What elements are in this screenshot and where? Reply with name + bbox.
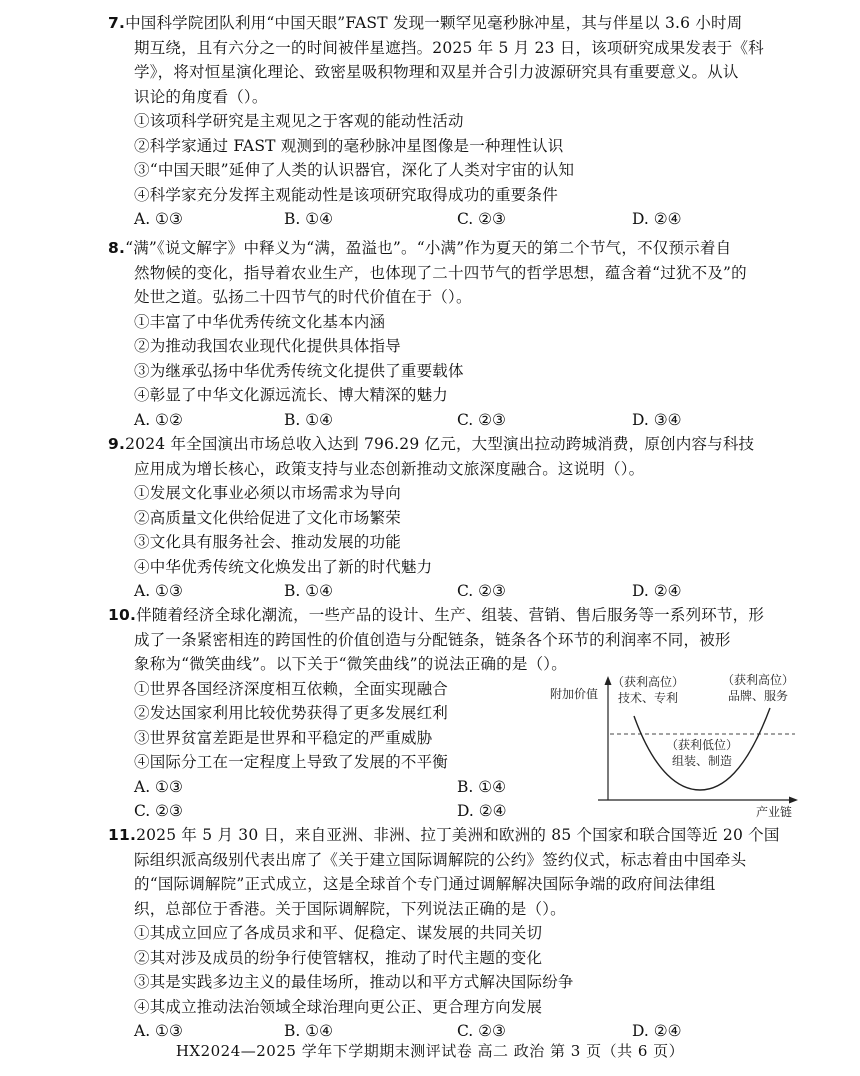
question-number: 11. <box>108 826 137 844</box>
statement-item: ③“中国天眼”延伸了人类的认识器官，深化了人类对宇宙的认知 <box>134 161 575 179</box>
option-a: A. ①③ <box>134 1022 183 1040</box>
statement-item: ①丰富了中华优秀传统文化基本内涵 <box>134 312 386 331</box>
statement-item: ④中华优秀传统文化焕发出了新的时代魅力 <box>134 557 433 576</box>
statement-item: ④彰显了中华文化源远流长、博大精深的魅力 <box>134 386 449 404</box>
option-c: C. ②③ <box>134 802 183 820</box>
statement-item: ③世界贫富差距是世界和平稳定的严重威胁 <box>134 728 433 747</box>
question-stem-line: 期互绕，且有六分之一的时间被伴星遮挡。2025 年 5 月 23 日，该项研究成果发表于《科 <box>134 38 764 57</box>
option-c: C. ②③ <box>457 582 506 600</box>
statement-item: ④国际分工在一定程度上导致了发展的不平衡 <box>134 753 449 771</box>
right-label-line2: 品牌、服务 <box>728 689 789 703</box>
y-axis-arrow <box>605 676 612 685</box>
statement-item: ②其对涉及成员的纷争行使管辖权，推动了时代主题的变化 <box>134 948 543 967</box>
statement-item: ②科学家通过 FAST 观测到的毫秒脉冲星图像是一种理性认识 <box>134 136 564 155</box>
right-label-line1: （获利高位） <box>722 673 795 687</box>
option-a: A. ①③ <box>134 582 183 600</box>
answer-options <box>108 207 798 232</box>
option-d: D. ②④ <box>632 1022 682 1040</box>
statement-item: ④科学家充分发挥主观能动性是该项研究取得成功的重要条件 <box>134 185 558 204</box>
option-c: C. ②③ <box>457 410 506 429</box>
statement-item: ③文化具有服务社会、推动发展的功能 <box>134 533 401 551</box>
question-stem-line: 象称为“微笑曲线”。以下关于“微笑曲线”的说法正确的是（）。 <box>134 655 567 673</box>
question-number: 8. <box>108 239 126 257</box>
question-8 <box>108 236 798 432</box>
option-b: B. ①④ <box>284 210 334 228</box>
question-11 <box>108 823 798 1044</box>
y-axis-label: 附加价值 <box>550 687 599 701</box>
question-9 <box>108 432 798 604</box>
x-axis-arrow <box>789 797 798 804</box>
question-stem-line: 识论的角度看（）。 <box>134 87 268 106</box>
statement-item: ①该项科学研究是主观见之于客观的能动性活动 <box>134 112 464 130</box>
statement-item: ②为推动我国农业现代化提供具体指导 <box>134 337 401 355</box>
option-d: D. ②④ <box>632 210 682 228</box>
statement-item: ①其成立回应了各成员求和平、促稳定、谋发展的共同关切 <box>134 924 543 942</box>
question-stem: 9.2024 年全国演出市场总收入达到 796.29 亿元，大型演出拉动跨城消费，原创内容与科技 <box>108 435 755 453</box>
option-b: B. ①④ <box>284 410 334 429</box>
question-stem-line: 处世之道。弘扬二十四节气的时代价值在于（）。 <box>134 288 472 306</box>
statement-item: ③其是实践多边主义的最佳场所，推动以和平方式解决国际纷争 <box>134 973 574 991</box>
option-d: D. ③④ <box>632 410 682 429</box>
option-a: A. ①③ <box>134 210 183 228</box>
option-b: B. ①④ <box>284 1022 334 1040</box>
smile-curve-figure <box>540 672 800 820</box>
answer-options <box>108 579 798 604</box>
question-number: 10. <box>108 606 137 624</box>
statement-item: ④其成立推动法治领域全球治理向更公正、更合理方向发展 <box>134 997 543 1016</box>
left-label-line2: 技术、专利 <box>618 691 679 705</box>
option-a: A. ①③ <box>134 777 183 796</box>
bottom-label-line2: 组装、制造 <box>672 754 733 768</box>
question-stem: 8.“满”《说文解字》中释义为“满，盈溢也”。“小满”作为夏天的第二个节气，不仅预示着自 <box>108 239 732 257</box>
statement-item: ①发展文化事业必须以市场需求为导向 <box>134 484 401 502</box>
option-d: D. ②④ <box>457 802 507 820</box>
statement-item: ①世界各国经济深度相互依赖，全面实现融合 <box>134 679 449 698</box>
left-label-line1: （获利高位） <box>612 675 685 689</box>
question-stem-line: 成了一条紧密相连的跨国性的价值创造与分配链条，链条各个环节的利润率不同，被形 <box>134 630 731 649</box>
page-footer: HX2024—2025 学年下学期期末测评试卷 高二 政治 第 3 页（共 6 页） <box>175 1042 685 1060</box>
option-b: B. ①④ <box>284 582 334 600</box>
question-stem-line: 织，总部位于香港。关于国际调解院，下列说法正确的是（）。 <box>134 899 566 918</box>
question-stem: 11.2025 年 5 月 30 日，来自亚洲、非洲、拉丁美洲和欧洲的 85 个国家和联合国等近 20 个国 <box>108 826 780 844</box>
question-stem-line: 的“国际调解院”正式成立，这是全球首个专门通过调解解决国际争端的政府间法律组 <box>134 875 716 893</box>
statement-item: ③为继承弘扬中华优秀传统文化提供了重要载体 <box>134 361 464 380</box>
question-stem-line: 际组织派高级别代表出席了《关于建立国际调解院的公约》签约仪式，标志着由中国牵头 <box>134 850 747 869</box>
question-stem-line: 然物候的变化，指导着农业生产，也体现了二十四节气的哲学思想，蕴含着“过犹不及”的 <box>134 263 747 282</box>
answer-options <box>108 408 798 433</box>
option-d: D. ②④ <box>632 582 682 600</box>
x-axis-label: 产业链 <box>756 805 793 819</box>
option-b: B. ①④ <box>457 777 507 796</box>
question-stem-line: 应用成为增长核心，政策支持与业态创新推动文旅深度融合。这说明（）。 <box>134 459 645 478</box>
option-a: A. ①② <box>134 410 183 429</box>
statement-item: ②发达国家利用比较优势获得了更多发展红利 <box>134 704 449 722</box>
question-stem-line: 学》，将对恒星演化理论、致密星吸积物理和双星并合引力波源研究具有重要意义。从认 <box>134 63 739 81</box>
question-stem: 7.中国科学院团队利用“中国天眼”FAST 发现一颗罕见毫秒脉冲星，其与伴星以 3.6 小时周 <box>108 14 743 32</box>
question-stem: 10.伴随着经济全球化潮流，一些产品的设计、生产、组装、营销、售后服务等一系列环节，形 <box>108 606 765 624</box>
question-number: 7. <box>108 14 126 32</box>
bottom-label-line1: （获利低位） <box>666 738 739 752</box>
question-number: 9. <box>108 435 126 453</box>
option-c: C. ②③ <box>457 1022 506 1040</box>
option-c: C. ②③ <box>457 210 506 228</box>
question-7 <box>108 11 798 232</box>
statement-item: ②高质量文化供给促进了文化市场繁荣 <box>134 508 401 527</box>
